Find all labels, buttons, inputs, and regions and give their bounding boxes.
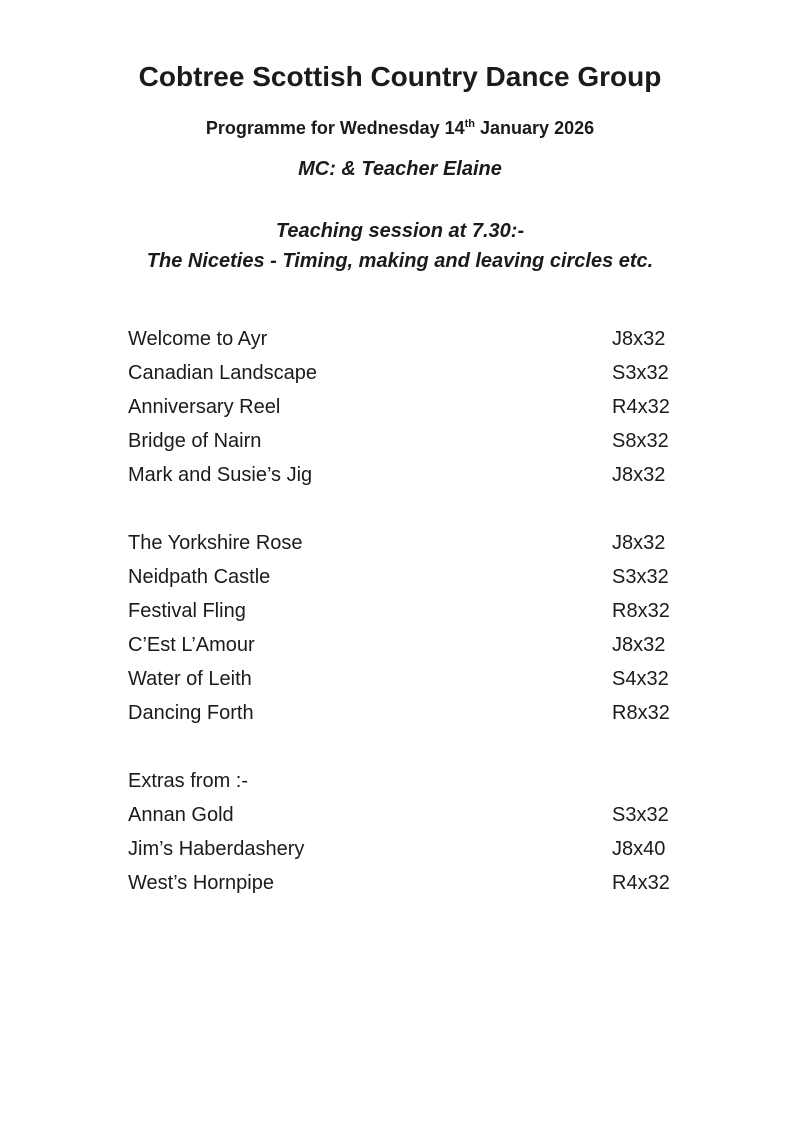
dance-code: J8x40 xyxy=(612,838,666,860)
dance-name: West’s Hornpipe xyxy=(128,872,274,894)
dance-name: Jim’s Haberdashery xyxy=(128,838,305,860)
teaching-session-block xyxy=(0,216,800,276)
dance-name: The Yorkshire Rose xyxy=(128,532,303,554)
mc-teacher-line: MC: & Teacher Elaine xyxy=(298,158,502,180)
dance-code: S3x32 xyxy=(612,362,669,384)
date-superscript: th xyxy=(464,118,476,130)
dance-code: S3x32 xyxy=(612,566,669,588)
dance-row xyxy=(128,390,684,424)
date-line xyxy=(0,116,800,140)
dance-row xyxy=(128,866,684,900)
dance-name: Anniversary Reel xyxy=(128,396,281,418)
dance-code: J8x32 xyxy=(612,532,666,554)
section-heading: Extras from :- xyxy=(128,770,249,792)
dance-row xyxy=(128,628,684,662)
date-prefix: Programme for Wednesday 14 xyxy=(205,118,465,138)
dance-row xyxy=(128,832,684,866)
dance-code: J8x32 xyxy=(612,464,666,486)
dance-name: Neidpath Castle xyxy=(128,566,271,588)
dance-row xyxy=(128,356,684,390)
dance-name: Festival Fling xyxy=(128,600,246,622)
dance-code: R4x32 xyxy=(612,872,670,894)
dance-row xyxy=(128,594,684,628)
dance-name: Water of Leith xyxy=(128,668,252,690)
dance-row xyxy=(128,662,684,696)
dance-row xyxy=(128,424,684,458)
dance-code: S3x32 xyxy=(612,804,669,826)
dance-row xyxy=(128,322,684,356)
dance-row xyxy=(128,458,684,492)
dance-code: R4x32 xyxy=(612,396,670,418)
dance-code: R8x32 xyxy=(612,702,670,724)
dance-name: Dancing Forth xyxy=(128,702,254,724)
dance-row xyxy=(128,798,684,832)
dance-name: Mark and Susie’s Jig xyxy=(128,464,313,486)
dance-name: Bridge of Nairn xyxy=(128,430,262,452)
page-title: Cobtree Scottish Country Dance Group xyxy=(138,61,662,92)
dance-code: S4x32 xyxy=(612,668,669,690)
dance-code: J8x32 xyxy=(612,328,666,350)
teaching-session-line2: The Niceties - Timing, making and leaving circles etc. xyxy=(146,250,654,272)
dance-row xyxy=(128,526,684,560)
date-suffix: January 2026 xyxy=(475,118,595,138)
dance-code: S8x32 xyxy=(612,430,669,452)
dance-name: Annan Gold xyxy=(128,804,234,826)
dance-code: J8x32 xyxy=(612,634,666,656)
dance-name: Canadian Landscape xyxy=(128,362,318,384)
dance-name: C’Est L’Amour xyxy=(128,634,255,656)
teaching-session-line1: Teaching session at 7.30:- xyxy=(275,220,525,242)
dance-name: Welcome to Ayr xyxy=(128,328,268,350)
dance-row xyxy=(128,560,684,594)
dance-list xyxy=(128,322,684,900)
dance-row xyxy=(128,696,684,730)
section-spacer xyxy=(128,730,684,764)
section-spacer xyxy=(128,492,684,526)
dance-code: R8x32 xyxy=(612,600,670,622)
